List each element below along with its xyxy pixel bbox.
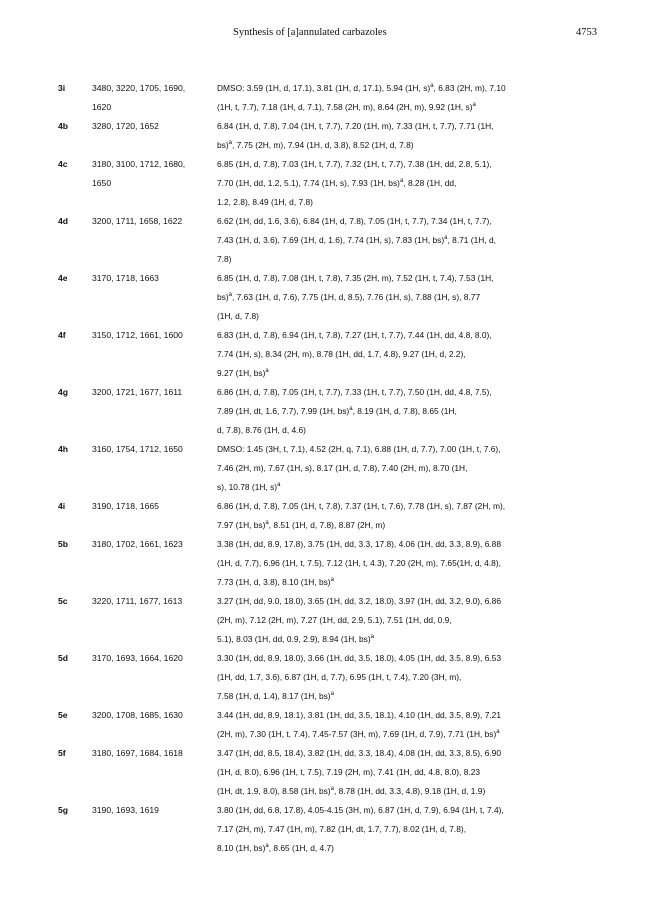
- nmr-line: (1H, d, 7.7), 6.96 (1H, t, 7.5), 7.12 (1H, t, 4.3), 7.20 (2H, m), 7.65(1H, d, 4.8),: [217, 558, 501, 568]
- nmr-line: (2H, m), 7.30 (1H, t, 7.4), 7.45-7.57 (3H, m), 7.69 (1H, d, 7.9), 7.71 (1H, bs)$^a$: [217, 729, 500, 739]
- nmr-line: 6.86 (1H, d, 7.8), 7.05 (1H, t, 7.8), 7.37 (1H, t, 7.6), 7.78 (1H, s), 7.87 (2H, m),: [217, 501, 506, 511]
- ir-line: 1650: [92, 178, 112, 188]
- nmr-values: [217, 326, 644, 383]
- table-row: [58, 592, 648, 649]
- nmr-values: [217, 744, 644, 801]
- table-row: [58, 706, 648, 744]
- nmr-line: 7.70 (1H, dd, 1.2, 5.1), 7.74 (1H, s), 7.93 (1H, bs)$^a$, 8.28 (1H, dd,: [217, 178, 457, 188]
- spectral-data-table: [58, 79, 648, 858]
- ir-values: [92, 383, 217, 402]
- nmr-line: d, 7.8), 8.76 (1H, d, 4.6): [217, 425, 306, 435]
- nmr-line: (1H, d, 7.8): [217, 311, 259, 321]
- nmr-line: 6.84 (1H, d, 7.8), 7.04 (1H, t, 7.7), 7.20 (1H, m), 7.33 (1H, t, 7.7), 7.71 (1H,: [217, 121, 494, 131]
- nmr-line: 7.97 (1H, bs)$^a$, 8.51 (1H, d, 7.8), 8.87 (2H, m): [217, 520, 386, 530]
- table-row: [58, 269, 648, 326]
- ir-line: 3190, 1718, 1665: [92, 501, 159, 511]
- nmr-line: (1H, dd, 1.7, 3.6), 6.87 (1H, d, 7.7), 6.95 (1H, t, 7.4), 7.20 (3H, m),: [217, 672, 462, 682]
- compound-label: 3i: [58, 83, 66, 93]
- table-row: [58, 155, 648, 212]
- compound-label: 4d: [58, 216, 69, 226]
- compound-label: 4e: [58, 273, 68, 283]
- nmr-line: s), 10.78 (1H, s)$^a$: [217, 482, 281, 492]
- nmr-line: 7.17 (2H, m), 7.47 (1H, m), 7.82 (1H, dt, 1.7, 7.7), 8.02 (1H, d, 7.8),: [217, 824, 467, 834]
- ir-values: [92, 117, 217, 136]
- table-row: [58, 535, 648, 592]
- nmr-line: 6.83 (1H, d, 7.8), 6.94 (1H, t, 7.8), 7.27 (1H, t, 7.7), 7.44 (1H, dd, 4.8, 8.0),: [217, 330, 492, 340]
- ir-values: [92, 801, 217, 820]
- ir-values: [92, 497, 217, 516]
- nmr-values: [217, 79, 644, 117]
- ir-values: [92, 212, 217, 231]
- ir-line: 3480, 3220, 1705, 1690,: [92, 83, 186, 93]
- table-row: [58, 117, 648, 155]
- compound-label: 4f: [58, 330, 66, 340]
- ir-line: 3180, 1702, 1661, 1623: [92, 539, 183, 549]
- compound-label: 4c: [58, 159, 68, 169]
- compound-label: 5b: [58, 539, 69, 549]
- nmr-values: [217, 649, 644, 706]
- nmr-values: [217, 706, 644, 744]
- nmr-line: 6.62 (1H, dd, 1.6, 3.6), 6.84 (1H, d, 7.8), 7.05 (1H, t, 7.7), 7.34 (1H, t, 7.7),: [217, 216, 492, 226]
- nmr-line: 6.85 (1H, d, 7.8), 7.08 (1H, t, 7.8), 7.35 (2H, m), 7.52 (1H, t, 7.4), 7.53 (1H,: [217, 273, 494, 283]
- compound-label: 4b: [58, 121, 69, 131]
- ir-values: [92, 326, 217, 345]
- nmr-values: [217, 117, 644, 155]
- table-row: [58, 79, 648, 117]
- table-row: [58, 649, 648, 706]
- ir-line: 3220, 1711, 1677, 1613: [92, 596, 183, 606]
- nmr-line: 3.30 (1H, dd, 8.9, 18.0), 3.66 (1H, dd, 3.5, 18.0), 4.05 (1H, dd, 3.5, 8.9), 6.53: [217, 653, 501, 663]
- running-title: Synthesis of [a]annulated carbazoles: [233, 27, 387, 38]
- nmr-line: 7.89 (1H, dt, 1.6, 7.7), 7.99 (1H, bs)$^a$, 8.19 (1H, d, 7.8), 8.65 (1H,: [217, 406, 457, 416]
- ir-values: [92, 79, 217, 117]
- ir-line: 3160, 1754, 1712, 1650: [92, 444, 183, 454]
- nmr-line: (2H, m), 7.12 (2H, m), 7.27 (1H, dd, 2.9, 5.1), 7.51 (1H, dd, 0.9,: [217, 615, 452, 625]
- nmr-line: 6.86 (1H, d, 7.8), 7.05 (1H, t, 7.7), 7.33 (1H, t, 7.7), 7.50 (1H, dd, 4.8, 7.5),: [217, 387, 492, 397]
- compound-label: 5d: [58, 653, 69, 663]
- nmr-line: 7.8): [217, 254, 232, 264]
- compound-label: 5g: [58, 805, 69, 815]
- ir-line: 3170, 1693, 1664, 1620: [92, 653, 183, 663]
- nmr-values: [217, 801, 644, 858]
- nmr-values: [217, 497, 644, 535]
- ir-values: [92, 440, 217, 459]
- nmr-line: 7.46 (2H, m), 7.67 (1H, s), 8.17 (1H, d, 7.8), 7.40 (2H, m), 8.70 (1H,: [217, 463, 468, 473]
- compound-label: 4i: [58, 501, 66, 511]
- ir-values: [92, 744, 217, 763]
- table-row: [58, 326, 648, 383]
- nmr-line: (1H, d, 8.0), 6.96 (1H, t, 7.5), 7.19 (2H, m), 7.41 (1H, dd, 4.8, 8.0), 8.23: [217, 767, 481, 777]
- page-header: [0, 27, 672, 43]
- compound-label: 5c: [58, 596, 68, 606]
- nmr-line: 9.27 (1H, bs)$^a$: [217, 368, 269, 378]
- compound-label: 4g: [58, 387, 69, 397]
- nmr-values: [217, 592, 644, 649]
- page-number: 4753: [576, 27, 597, 38]
- ir-values: [92, 269, 217, 288]
- ir-line: 3170, 1718, 1663: [92, 273, 159, 283]
- ir-line: 1620: [92, 102, 112, 112]
- nmr-line: 3.47 (1H, dd, 8.5, 18.4), 3.82 (1H, dd, 3.3, 18.4), 4.08 (1H, dd, 3.3, 8.5), 6.90: [217, 748, 501, 758]
- table-row: [58, 744, 648, 801]
- ir-line: 3150, 1712, 1661, 1600: [92, 330, 183, 340]
- ir-values: [92, 706, 217, 725]
- nmr-line: 7.74 (1H, s), 8.34 (2H, m), 8.78 (1H, dd, 1.7, 4.8), 9.27 (1H, d, 2.2),: [217, 349, 466, 359]
- compound-label: 5e: [58, 710, 68, 720]
- nmr-values: [217, 440, 644, 497]
- nmr-line: 7.73 (1H, d, 3.8), 8.10 (1H, bs)$^a$: [217, 577, 334, 587]
- nmr-line: bs)$^a$, 7.63 (1H, d, 7.6), 7.75 (1H, d, 8.5), 7.76 (1H, s), 7.88 (1H, s), 8.77: [217, 292, 481, 302]
- nmr-line: 3.38 (1H, dd, 8.9, 17.8), 3.75 (1H, dd, 3.3, 17.8), 4.06 (1H, dd, 3.3, 8.9), 6.88: [217, 539, 501, 549]
- nmr-line: bs)$^a$, 7.75 (2H, m), 7.94 (1H, d, 3.8), 8.52 (1H, d, 7.8): [217, 140, 414, 150]
- nmr-line: 1.2, 2.8), 8.49 (1H, d, 7.8): [217, 197, 313, 207]
- nmr-line: 7.58 (1H, d, 1.4), 8.17 (1H, bs)$^a$: [217, 691, 334, 701]
- ir-values: [92, 155, 217, 193]
- ir-line: 3180, 1697, 1684, 1618: [92, 748, 183, 758]
- ir-values: [92, 592, 217, 611]
- ir-line: 3200, 1708, 1685, 1630: [92, 710, 183, 720]
- nmr-line: (1H, dt, 1.9, 8.0), 8.58 (1H, bs)$^a$, 8.78 (1H, dd, 3.3, 4.8), 9.18 (1H, d, 1.9): [217, 786, 486, 796]
- nmr-values: [217, 212, 644, 269]
- nmr-values: [217, 269, 644, 326]
- nmr-line: 3.27 (1H, dd, 9.0, 18.0), 3.65 (1H, dd, 3.2, 18.0), 3.97 (1H, dd, 3.2, 9.0), 6.86: [217, 596, 501, 606]
- nmr-line: 5.1), 8.03 (1H, dd, 0.9, 2.9), 8.94 (1H, bs)$^a$: [217, 634, 374, 644]
- nmr-line: DMSO: 1.45 (3H, t, 7.1), 4.52 (2H, q, 7.1), 6.88 (1H, d, 7.7), 7.00 (1H, t, 7.6),: [217, 444, 501, 454]
- table-row: [58, 440, 648, 497]
- table-row: [58, 801, 648, 858]
- table-row: [58, 383, 648, 440]
- ir-line: 3280, 1720, 1652: [92, 121, 159, 131]
- nmr-line: 7.43 (1H, d, 3.6), 7.69 (1H, d, 1.6), 7.74 (1H, s), 7.83 (1H, bs)$^a$, 8.71 (1H, d,: [217, 235, 496, 245]
- nmr-line: 8.10 (1H, bs)$^a$, 8.65 (1H, d, 4.7): [217, 843, 334, 853]
- ir-line: 3190, 1693, 1619: [92, 805, 159, 815]
- nmr-line: 6.85 (1H, d, 7.8), 7.03 (1H, t, 7.7), 7.32 (1H, t, 7.7), 7.38 (1H, dd, 2.8, 5.1),: [217, 159, 492, 169]
- nmr-line: 3.44 (1H, dd, 8.9, 18.1), 3.81 (1H, dd, 3.5, 18.1), 4.10 (1H, dd, 3.5, 8.9), 7.21: [217, 710, 501, 720]
- compound-label: 4h: [58, 444, 69, 454]
- ir-line: 3200, 1721, 1677, 1611: [92, 387, 183, 397]
- table-row: [58, 212, 648, 269]
- nmr-values: [217, 383, 644, 440]
- nmr-values: [217, 155, 644, 212]
- nmr-values: [217, 535, 644, 592]
- ir-line: 3180, 3100, 1712, 1680,: [92, 159, 186, 169]
- compound-label: 5f: [58, 748, 66, 758]
- nmr-line: 3.80 (1H, dd, 6.8, 17.8), 4.05-4.15 (3H, m), 6.87 (1H, d, 7.9), 6.94 (1H, t, 7.4),: [217, 805, 504, 815]
- table-row: [58, 497, 648, 535]
- nmr-line: (1H, t, 7.7), 7.18 (1H, d, 7.1), 7.58 (2H, m), 8.64 (2H, m), 9.92 (1H, s)$^a$: [217, 102, 476, 112]
- nmr-line: DMSO: 3.59 (1H, d, 17.1), 3.81 (1H, d, 17.1), 5.94 (1H, s)$^a$, 6.83 (2H, m), 7.10: [217, 83, 506, 93]
- ir-values: [92, 649, 217, 668]
- ir-values: [92, 535, 217, 554]
- ir-line: 3200, 1711, 1658, 1622: [92, 216, 183, 226]
